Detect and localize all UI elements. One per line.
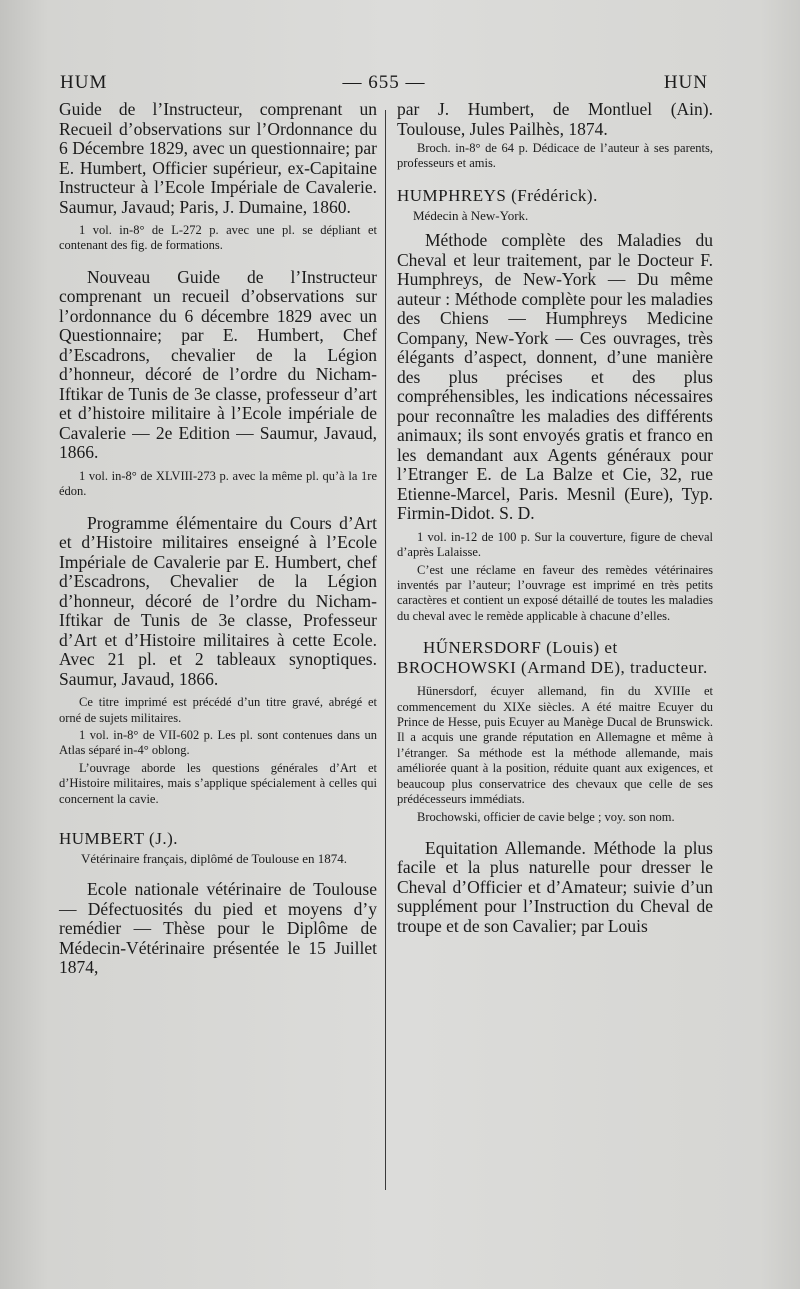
author-heading: HUMBERT (J.). [59,828,178,848]
page-number: — 655 — [342,72,426,93]
left-column [59,100,377,978]
entry-note: Ce titre imprimé est précédé d’un titre gravé, abrégé et orné de sujets militaires. [59,695,377,725]
author-bio: Médecin à New-York. [413,207,529,223]
entry-note: C’est une réclame en faveur des remèdes vétérinaires inventés par l’auteur; l’ouvrage est imprimé en très petits caractères et contient un exposé détaillé de toutes les maladies du cheval avec le remède applicable à chacune d’elles. [397,562,713,623]
entry-note: 1 vol. in-8° de L-272 p. avec une pl. se dépliant et contenant des fig. de formations. [59,223,377,253]
author-bio: Hünersdorf, écuyer allemand, fin du XVIIIe et commencement du XIXe siècles. A été maitre Ecuyer du Prince de Hesse, puis Ecuyer au Manège Ducal de Brunswick. Il a acquis une grande réputation en Allemagne et même à l’étranger. Sa méthode est la méthode allemande, mais améliorée quant à la position, réduite quant aux exigences, et beaucoup plus conservatrice des chevaux que celle de ses prédécesseurs immédiats. [397,684,713,807]
header-right: HUN [663,72,708,93]
author-heading: HŰNERSDORF (Louis) et BROCHOWSKI (Armand DE), traducteur. [397,638,708,678]
entry-title: Equitation Allemande. Méthode la plus facile et la plus naturelle pour dresser le Cheval d’Officier et d’Amateur; suivie d’un supplément pour l’Instruction du Cheval de troupe et de son Cavalier; par Louis [397,837,713,936]
column-divider [385,110,386,1190]
entry-note: Broch. in-8° de 64 p. Dédicace de l’auteur à ses parents, professeurs et amis. [397,141,713,171]
header-left: HUM [60,72,108,93]
entry-note: L’ouvrage aborde les questions générales d’Art et d’Histoire militaires, mais s’applique spécialement à celles qui concernent la cavie. [59,760,377,806]
entry-title-continued: par J. Humbert, de Montluel (Ain). Toulouse, Jules Pailhès, 1874. [397,99,713,139]
entry-title: Méthode complète des Maladies du Cheval et leur traitement, par le Docteur F. Humphreys, de New-York — Du même auteur : Méthode complète pour les maladies des Chiens — Humphreys Medicine Company, New-York — Ces ouvrages, très élégants d’aspect, donnent, d’une manière des plus précises et des plus compréhensibles, les indications nécessaires pour reconnaître les maladies des différents animaux; ils sont envoyés gratis et franco en les demandant aux Agents généraux pour l’Etranger E. de La Balze et Cie, 32, rue Etienne-Marcel, Paris. Mesnil (Eure), Typ. Firmin-Didot. S. D. [397,230,713,524]
author-bio: Vétérinaire français, diplômé de Toulouse en 1874. [81,850,347,866]
author-bio: Brochowski, officier de cavie belge ; voy. son nom. [417,809,675,824]
entry-title: Guide de l’Instructeur, comprenant un Recueil d’observations sur l’Ordonnance du 6 Décembre 1829, avec un questionnaire; par E. Humbert, Officier supérieur, ex-Capitaine Instructeur à l’Ecole Impériale de Cavalerie. Saumur, Javaud; Paris, J. Dumaine, 1860. [59,99,377,217]
running-header [60,72,708,102]
entry-title: Programme élémentaire du Cours d’Art et d’Histoire militaires enseigné à l’Ecole Impériale de Cavalerie par E. Humbert, chef d’Escadrons, Chevalier de la Légion d’honneur, décoré de l’ordre du Nicham-Iftikar de Tunis de 3e classe, Professeur d’Art et d’Histoire militaires à cette Ecole. Avec 21 pl. et 2 tableaux synoptiques. Saumur, Javaud, 1866. [59,512,377,689]
entry-title: Ecole nationale vétérinaire de Toulouse — Défectuosités du pied et moyens d’y remédier — Thèse pour le Diplôme de Médecin-Vétérinaire présentée le 15 Juillet 1874, [59,879,377,978]
right-column [397,100,713,936]
author-heading: HUMPHREYS (Frédérick). [397,185,598,205]
entry-title: Nouveau Guide de l’Instructeur comprenant un recueil d’observations sur l’ordonnance du 6 décembre 1829 avec un Questionnaire; par E. Humbert, Chef d’Escadrons, chevalier de la Légion d’honneur, décoré de l’ordre du Nicham-Iftikar de Tunis de 3e classe, professeur d’art et d’histoire militaire à l’Ecole impériale de Cavalerie — 2e Edition — Saumur, Javaud, 1866. [59,266,377,463]
entry-note: 1 vol. in-8° de XLVIII-273 p. avec la même pl. qu’à la 1re édon. [59,468,377,499]
entry-note: 1 vol. in-12 de 100 p. Sur la couverture, figure de cheval d’après Lalaisse. [397,529,713,560]
entry-note: 1 vol. in-8° de VII-602 p. Les pl. sont contenues dans un Atlas séparé in-4° oblong. [59,727,377,758]
